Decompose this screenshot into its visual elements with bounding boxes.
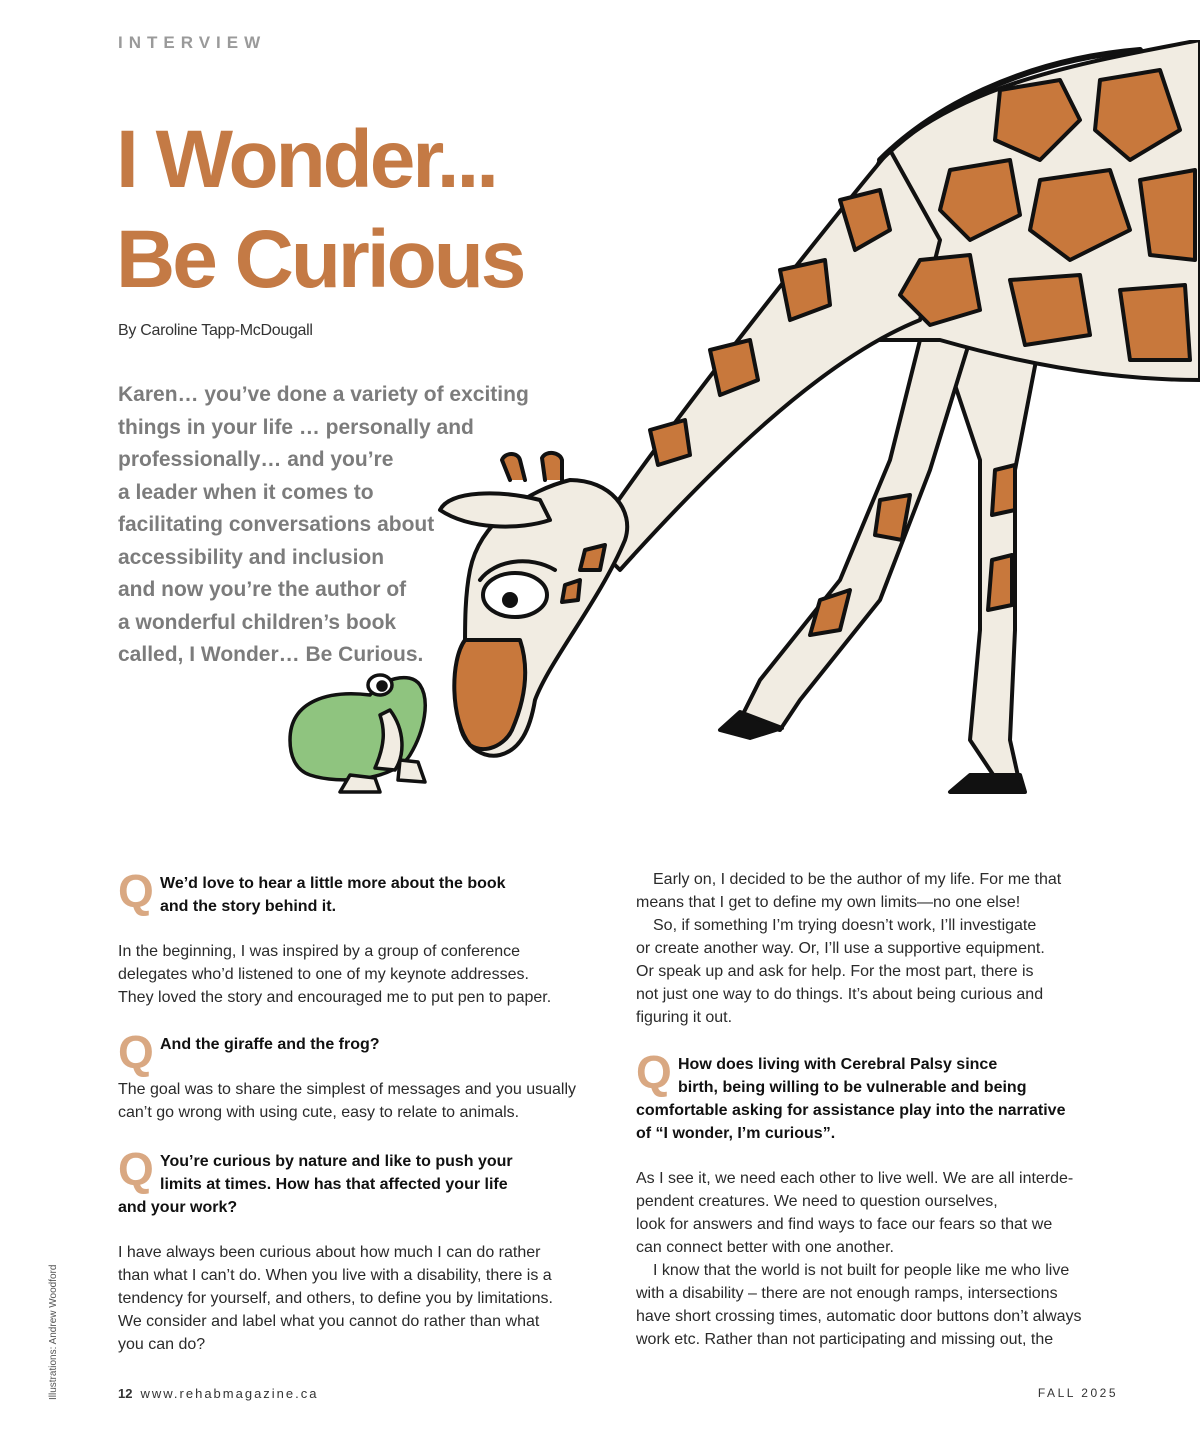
question-line: And the giraffe and the frog?	[160, 1036, 380, 1053]
answer-line: look for answers and find ways to face our fears so that we	[636, 1216, 1053, 1233]
paragraph-line: means that I get to define my own limits—no one else!	[636, 894, 1021, 911]
question-text	[118, 872, 593, 918]
issue-date: FALL 2025	[1037, 1386, 1118, 1400]
q-mark: Q	[118, 1026, 154, 1078]
giraffe-spot	[650, 420, 690, 465]
question-line: birth, being willing to be vulnerable and being	[678, 1079, 1027, 1096]
deck-line: Karen… you’ve done a variety of exciting	[118, 383, 529, 406]
paragraph-line: Early on, I decided to be the author of my life. For me that	[653, 871, 1062, 888]
qa-block	[118, 1026, 593, 1124]
question	[636, 1046, 1121, 1145]
title-line-1: I Wonder...	[116, 114, 497, 205]
answer-line: you can do?	[118, 1336, 206, 1353]
giraffe-horn-left	[502, 454, 525, 480]
giraffe-spot	[1120, 285, 1190, 360]
answer-line: with a disability – there are not enough ramps, intersections	[636, 1285, 1058, 1302]
section-kicker: INTERVIEW	[118, 33, 267, 52]
answer-line: can’t go wrong with using cute, easy to relate to animals.	[118, 1104, 520, 1121]
question-text	[118, 1150, 593, 1219]
paragraph	[636, 868, 1121, 1029]
question	[118, 1026, 593, 1078]
qa-block	[118, 1143, 593, 1356]
answer-line: tendency for yourself, and others, to define you by limitations.	[118, 1290, 553, 1307]
question-line: of “I wonder, I’m curious”.	[636, 1125, 836, 1142]
paragraph-line: not just one way to do things. It’s about being curious and	[636, 986, 1044, 1003]
byline: By Caroline Tapp-McDougall	[118, 322, 313, 339]
giraffe-hoof-back	[950, 775, 1025, 792]
paragraph-line: figuring it out.	[636, 1009, 733, 1026]
answer	[118, 940, 593, 1009]
deck-line: and now you’re the author of	[118, 578, 407, 601]
deck-line: accessibility and inclusion	[118, 545, 385, 569]
question-line: comfortable asking for assistance play into the narrative	[636, 1102, 1066, 1119]
paragraph-line: So, if something I’m trying doesn’t work, I’ll investigate	[653, 917, 1037, 934]
answer-line: than what I can’t do. When you live with a disability, there is a	[118, 1267, 552, 1284]
giraffe-spot	[580, 545, 605, 570]
paragraph-line: or create another way. Or, I’ll use a supportive equipment.	[636, 940, 1045, 957]
question-line: and your work?	[118, 1199, 238, 1216]
answer-line: As I see it, we need each other to live well. We are all interde-	[636, 1170, 1074, 1187]
question-line: You’re curious by nature and like to push your	[160, 1153, 513, 1170]
page-number: 12	[118, 1386, 133, 1401]
q-mark: Q	[118, 1143, 154, 1195]
giraffe-pupil	[504, 594, 516, 606]
question-text	[118, 1033, 593, 1056]
answer-line: I have always been curious about how much I can do rather	[118, 1244, 541, 1261]
giraffe-frog-illustration	[280, 40, 1200, 800]
answer	[118, 1078, 593, 1124]
q-mark: Q	[636, 1046, 672, 1098]
giraffe-spot	[988, 555, 1012, 610]
answer-line: pendent creatures. We need to question ourselves,	[636, 1193, 998, 1210]
question-line: How does living with Cerebral Palsy since	[678, 1056, 998, 1073]
right-column	[636, 868, 1121, 1351]
deck-line: called, I Wonder… Be Curious.	[118, 643, 424, 666]
answer-line: In the beginning, I was inspired by a group of conference	[118, 943, 521, 960]
answer	[118, 1241, 593, 1356]
answer	[636, 1167, 1121, 1351]
giraffe-spot	[992, 465, 1015, 515]
magazine-url: www.rehabmagazine.ca	[140, 1386, 319, 1401]
question	[118, 1143, 593, 1219]
deck-line: a leader when it comes to	[118, 480, 374, 504]
giraffe-horn-right	[542, 453, 562, 480]
deck-line: a wonderful children’s book	[118, 610, 397, 634]
answer-line: I know that the world is not built for people like me who live	[653, 1262, 1070, 1279]
paragraph-line: Or speak up and ask for help. For the most part, there is	[636, 963, 1034, 980]
question-line: limits at times. How has that affected your life	[160, 1176, 508, 1193]
left-column	[118, 865, 593, 1356]
spacer	[118, 1009, 593, 1029]
answer-line: delegates who’d listened to one of my keynote addresses.	[118, 966, 529, 983]
giraffe-ear	[440, 493, 550, 526]
deck-line: facilitating conversations about	[118, 513, 435, 536]
frog-pupil	[378, 682, 386, 690]
spacer	[636, 1029, 1121, 1049]
footer-left	[118, 1386, 319, 1401]
title-line-2: Be Curious	[116, 214, 524, 305]
giraffe-spot	[1140, 170, 1195, 260]
answer-line: have short crossing times, automatic door buttons don’t always	[636, 1308, 1082, 1325]
qa-block	[636, 1046, 1121, 1351]
question	[118, 865, 593, 918]
illustration-credit: Illustrations: Andrew Woodford	[48, 1264, 59, 1400]
frog-hand	[398, 760, 425, 782]
giraffe-spot	[1010, 275, 1090, 345]
question-line: and the story behind it.	[160, 898, 337, 915]
question-text	[636, 1053, 1121, 1145]
spacer	[118, 1124, 593, 1146]
qa-block	[118, 865, 593, 1009]
answer-line: The goal was to share the simplest of messages and you usually	[118, 1081, 577, 1098]
q-mark: Q	[118, 865, 154, 917]
answer-line: They loved the story and encouraged me to put pen to paper.	[118, 989, 552, 1006]
giraffe-spot	[875, 495, 910, 540]
answer-line: We consider and label what you cannot do rather than what	[118, 1313, 540, 1330]
question-line: We’d love to hear a little more about the book	[160, 875, 506, 892]
frog	[290, 675, 425, 792]
giraffe-spot	[562, 580, 580, 602]
answer-line: work etc. Rather than not participating and missing out, the	[636, 1331, 1054, 1348]
answer-line: can connect better with one another.	[636, 1239, 894, 1256]
deck-line: things in your life … personally and	[118, 415, 474, 439]
deck-line: professionally… and you’re	[118, 448, 394, 471]
